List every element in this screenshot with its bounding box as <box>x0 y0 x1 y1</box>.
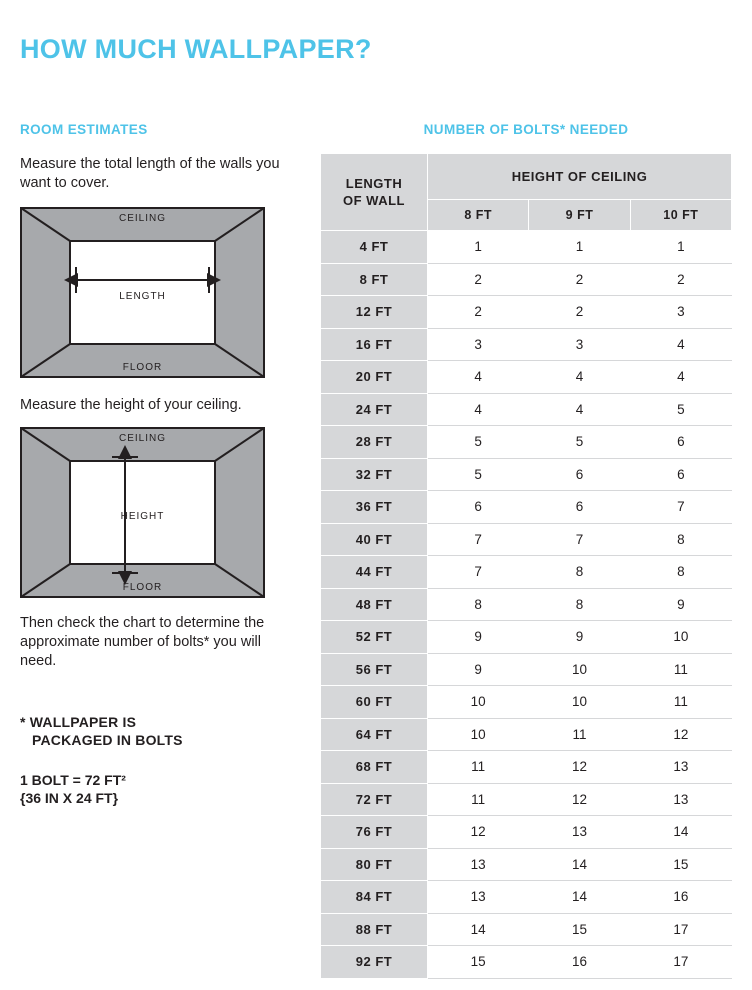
table-row <box>321 523 732 556</box>
instruction-measure-height: Measure the height of your ceiling. <box>20 397 242 413</box>
cell-10ft: 2 <box>630 263 731 296</box>
cell-10ft: 16 <box>630 881 731 914</box>
bolts-table-heading: NUMBER OF BOLTS* NEEDED <box>423 122 629 137</box>
cell-8ft: 7 <box>428 556 529 589</box>
footnote-line-1: * WALLPAPER IS <box>20 714 137 730</box>
bolts-table <box>320 153 732 979</box>
cell-10ft: 10 <box>630 621 731 654</box>
cell-10ft: 11 <box>630 653 731 686</box>
table-row <box>321 458 732 491</box>
cell-9ft: 7 <box>529 523 630 556</box>
cell-10ft: 5 <box>630 393 731 426</box>
row-label: 40 FT <box>321 523 428 556</box>
cell-9ft: 14 <box>529 848 630 881</box>
cell-9ft: 6 <box>529 458 630 491</box>
cell-9ft: 11 <box>529 718 630 751</box>
footnote-line-2: PACKAGED IN BOLTS <box>32 732 183 748</box>
cell-9ft: 1 <box>529 231 630 264</box>
cell-8ft: 15 <box>428 946 529 979</box>
table-row <box>321 653 732 686</box>
cell-10ft: 12 <box>630 718 731 751</box>
table-row <box>321 296 732 329</box>
row-label: 88 FT <box>321 913 428 946</box>
cell-10ft: 3 <box>630 296 731 329</box>
row-label: 48 FT <box>321 588 428 621</box>
cell-10ft: 1 <box>630 231 731 264</box>
cell-8ft: 12 <box>428 816 529 849</box>
cell-9ft: 6 <box>529 491 630 524</box>
table-row <box>321 393 732 426</box>
cell-8ft: 11 <box>428 751 529 784</box>
row-label: 76 FT <box>321 816 428 849</box>
cell-10ft: 13 <box>630 783 731 816</box>
instruction-measure-length: Measure the total length of the walls you want to cover. <box>20 156 280 191</box>
row-label: 52 FT <box>321 621 428 654</box>
cell-9ft: 5 <box>529 426 630 459</box>
table-row <box>321 263 732 296</box>
cell-10ft: 17 <box>630 913 731 946</box>
cell-10ft: 11 <box>630 686 731 719</box>
cell-8ft: 5 <box>428 426 529 459</box>
cell-10ft: 13 <box>630 751 731 784</box>
cell-8ft: 2 <box>428 296 529 329</box>
row-label: 60 FT <box>321 686 428 719</box>
table-row <box>321 783 732 816</box>
cell-10ft: 17 <box>630 946 731 979</box>
cell-9ft: 8 <box>529 588 630 621</box>
cell-8ft: 14 <box>428 913 529 946</box>
cell-9ft: 8 <box>529 556 630 589</box>
cell-9ft: 13 <box>529 816 630 849</box>
footnote-bolt-size <box>20 771 295 807</box>
row-label: 68 FT <box>321 751 428 784</box>
row-label: 24 FT <box>321 393 428 426</box>
cell-10ft: 4 <box>630 328 731 361</box>
row-label: 16 FT <box>321 328 428 361</box>
table-row <box>321 686 732 719</box>
cell-9ft: 4 <box>529 393 630 426</box>
table-row <box>321 556 732 589</box>
room-estimates-heading: ROOM ESTIMATES <box>20 122 148 137</box>
table-row <box>321 231 732 264</box>
row-label: 84 FT <box>321 881 428 914</box>
row-header-line-2: OF WALL <box>343 193 405 208</box>
cell-10ft: 9 <box>630 588 731 621</box>
cell-8ft: 11 <box>428 783 529 816</box>
room-diagram-height <box>20 427 265 598</box>
table-row <box>321 913 732 946</box>
table-row <box>321 621 732 654</box>
diagram-length-floor-label: FLOOR <box>122 362 163 373</box>
table-row <box>321 588 732 621</box>
row-label: 72 FT <box>321 783 428 816</box>
row-label: 32 FT <box>321 458 428 491</box>
table-row <box>321 426 732 459</box>
table-row <box>321 946 732 979</box>
cell-9ft: 2 <box>529 263 630 296</box>
room-estimates-section <box>20 122 295 807</box>
cell-8ft: 10 <box>428 718 529 751</box>
cell-10ft: 8 <box>630 556 731 589</box>
cell-9ft: 2 <box>529 296 630 329</box>
table-row <box>321 361 732 394</box>
row-label: 64 FT <box>321 718 428 751</box>
table-row <box>321 718 732 751</box>
diagram-length-ceiling-label: CEILING <box>118 213 166 224</box>
cell-10ft: 4 <box>630 361 731 394</box>
row-header-line-1: LENGTH <box>345 176 403 191</box>
row-label: 28 FT <box>321 426 428 459</box>
table-row <box>321 491 732 524</box>
row-label: 44 FT <box>321 556 428 589</box>
diagram-height-ceiling-label: CEILING <box>118 433 166 444</box>
cell-9ft: 10 <box>529 686 630 719</box>
cell-9ft: 3 <box>529 328 630 361</box>
row-label: 4 FT <box>321 231 428 264</box>
row-label: 20 FT <box>321 361 428 394</box>
cell-8ft: 6 <box>428 491 529 524</box>
cell-8ft: 9 <box>428 621 529 654</box>
room-diagram-length <box>20 207 265 378</box>
cell-10ft: 7 <box>630 491 731 524</box>
cell-8ft: 4 <box>428 361 529 394</box>
cell-10ft: 8 <box>630 523 731 556</box>
col-group-header-height-of-ceiling: HEIGHT OF CEILING <box>428 154 732 200</box>
col-header-10ft: 10 FT <box>630 200 731 231</box>
bolt-area-line: 1 BOLT = 72 FT² <box>20 772 126 788</box>
row-header-length-of-wall <box>321 154 428 231</box>
cell-8ft: 3 <box>428 328 529 361</box>
table-row <box>321 816 732 849</box>
row-label: 36 FT <box>321 491 428 524</box>
row-label: 80 FT <box>321 848 428 881</box>
row-label: 8 FT <box>321 263 428 296</box>
cell-10ft: 15 <box>630 848 731 881</box>
cell-8ft: 13 <box>428 848 529 881</box>
cell-9ft: 4 <box>529 361 630 394</box>
table-row <box>321 751 732 784</box>
col-header-9ft: 9 FT <box>529 200 630 231</box>
cell-10ft: 6 <box>630 458 731 491</box>
table-header-row-1 <box>321 154 732 200</box>
cell-8ft: 5 <box>428 458 529 491</box>
cell-10ft: 6 <box>630 426 731 459</box>
cell-9ft: 12 <box>529 751 630 784</box>
diagram-height-floor-label: FLOOR <box>122 582 163 593</box>
cell-9ft: 16 <box>529 946 630 979</box>
cell-8ft: 13 <box>428 881 529 914</box>
diagram-length-center-label: LENGTH <box>119 291 166 302</box>
bolt-dimensions-line: {36 IN X 24 FT} <box>20 790 119 806</box>
col-header-8ft: 8 FT <box>428 200 529 231</box>
cell-9ft: 9 <box>529 621 630 654</box>
page-title: HOW MUCH WALLPAPER? <box>20 34 372 65</box>
cell-8ft: 9 <box>428 653 529 686</box>
cell-8ft: 8 <box>428 588 529 621</box>
cell-9ft: 15 <box>529 913 630 946</box>
table-row <box>321 881 732 914</box>
cell-9ft: 12 <box>529 783 630 816</box>
table-row <box>321 328 732 361</box>
row-label: 12 FT <box>321 296 428 329</box>
cell-8ft: 4 <box>428 393 529 426</box>
instruction-check-chart: Then check the chart to determine the approximate number of bolts* you will need. <box>20 615 265 669</box>
cell-8ft: 7 <box>428 523 529 556</box>
cell-8ft: 10 <box>428 686 529 719</box>
cell-10ft: 14 <box>630 816 731 849</box>
cell-9ft: 10 <box>529 653 630 686</box>
cell-9ft: 14 <box>529 881 630 914</box>
table-row <box>321 848 732 881</box>
diagram-height-center-label: HEIGHT <box>120 511 165 522</box>
row-label: 56 FT <box>321 653 428 686</box>
row-label: 92 FT <box>321 946 428 979</box>
cell-8ft: 2 <box>428 263 529 296</box>
footnote-bolts <box>20 713 295 749</box>
bolts-table-section <box>320 122 732 979</box>
cell-8ft: 1 <box>428 231 529 264</box>
